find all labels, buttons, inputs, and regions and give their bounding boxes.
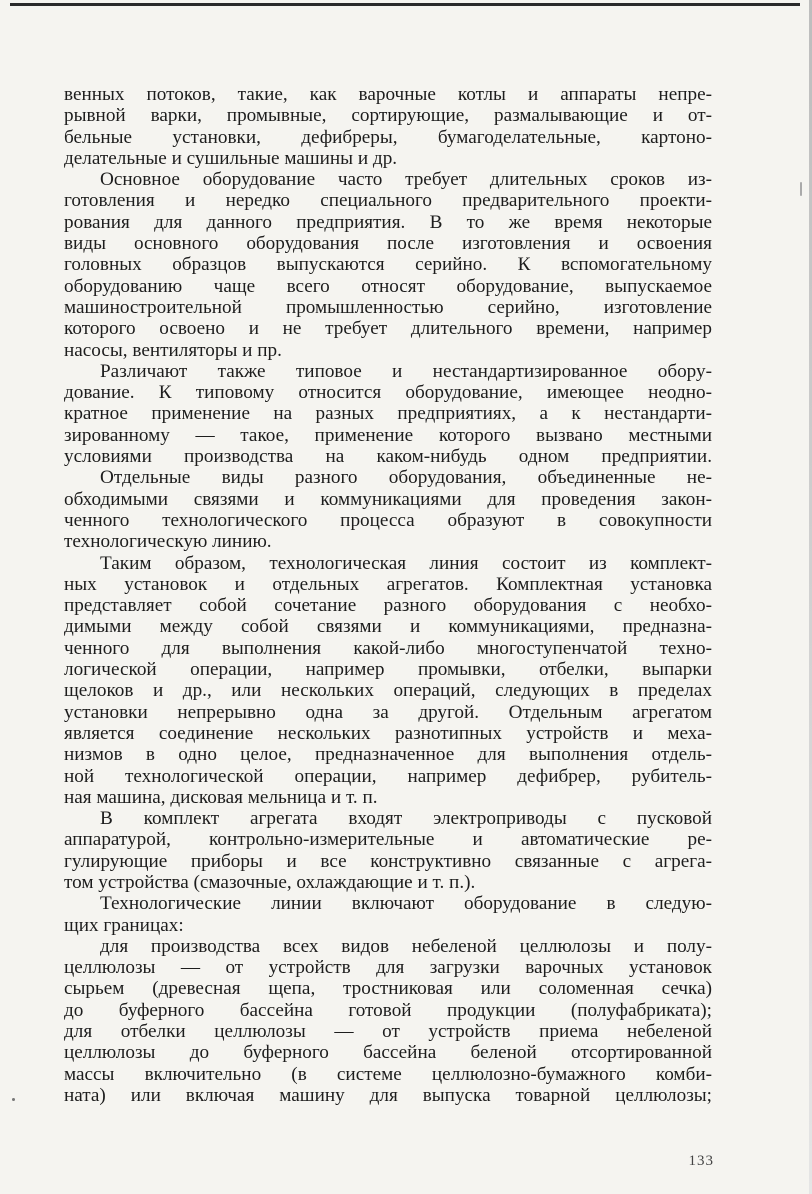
text-line: условиями производства на каком-нибудь одном предприятии. — [64, 446, 712, 468]
scan-speck — [12, 1098, 15, 1101]
text-line: рывной варки, промывные, сортирующие, размалывающие и от- — [64, 105, 712, 127]
text-line: представляет собой сочетание разного оборудования с необхо- — [64, 595, 712, 617]
text-line: ная машина, дисковая мельница и т. п. — [64, 786, 378, 808]
top-scan-rule — [10, 3, 800, 6]
text-line: рования для данного предприятия. В то же время некоторые — [64, 211, 712, 233]
text-line: целлюлозы — от устройств для загрузки варочных установок — [64, 957, 712, 979]
text-line: обходимыми связями и коммуникациями для проведения закон- — [64, 488, 712, 510]
text-line: технологическую линию. — [64, 531, 272, 553]
text-line: Технологические линии включают оборудование в следую- — [100, 893, 712, 915]
text-line: ченного для выполнения какой-либо многоступенчатой техно- — [64, 637, 712, 659]
text-line: Отдельные виды разного оборудования, объединенные не- — [100, 467, 712, 489]
text-line: головных образцов выпускаются серийно. К вспомогательному — [64, 254, 712, 276]
text-line: аппаратурой, контрольно-измерительные и автоматические ре- — [64, 829, 712, 851]
text-line: ченного технологического процесса образуют в совокупности — [64, 509, 712, 531]
text-line: логической операции, например промывки, отбелки, выпарки — [64, 659, 712, 681]
text-line: оборудованию чаще всего относят оборудование, выпускаемое — [64, 275, 712, 297]
text-line: низмов в одно целое, предназначенное для выполнения отдель- — [64, 744, 712, 766]
text-line: целлюлозы до буферного бассейна беленой отсортированной — [64, 1042, 712, 1064]
text-line: до буферного бассейна готовой продукции (полуфабриката); — [64, 999, 712, 1021]
text-line: зированному — такое, применение которого вызвано местными — [64, 424, 712, 446]
text-line: венных потоков, такие, как варочные котлы и аппараты непре- — [64, 84, 712, 105]
text-line: насосы, вентиляторы и пр. — [64, 339, 282, 361]
text-line: том устройства (смазочные, охлаждающие и т. п.). — [64, 871, 476, 893]
text-line: В комплект агрегата входят электроприводы с пусковой — [100, 808, 712, 830]
text-line: массы включительно (в системе целлюлозно-бумажного комби- — [64, 1063, 712, 1085]
text-line: дование. К типовому относится оборудование, имеющее неодно- — [64, 382, 712, 404]
text-line: для отбелки целлюлозы — от устройств приема небеленой — [64, 1021, 712, 1043]
text-line: виды основного оборудования после изготовления и освоения — [64, 233, 712, 255]
text-line: ната) или включая машину для выпуска товарной целлюлозы; — [64, 1084, 712, 1106]
text-line: которого освоено и не требует длительного времени, например — [64, 318, 712, 340]
text-line: для производства всех видов небеленой целлюлозы и полу- — [100, 935, 712, 957]
scan-speck — [800, 182, 802, 196]
text-line: установки непрерывно одна за другой. Отдельным агрегатом — [64, 701, 712, 723]
text-line: гулирующие приборы и все конструктивно связанные с агрега- — [64, 850, 712, 872]
text-line: является соединение нескольких разнотипных устройств и меха- — [64, 722, 712, 744]
text-line: щих границах: — [64, 914, 184, 936]
body-text — [64, 84, 712, 1106]
text-line: Основное оборудование часто требует длительных сроков из- — [100, 169, 712, 191]
text-line: щелоков и др., или нескольких операций, следующих в пределах — [64, 680, 712, 702]
text-line: готовления и нередко специального предварительного проекти- — [64, 190, 712, 212]
text-line: Различают также типовое и нестандартизированное обору- — [100, 360, 712, 382]
text-line: бельные установки, дефибреры, бумагоделательные, картоно- — [64, 126, 712, 148]
text-line: димыми между собой связями и коммуникациями, предназна- — [64, 616, 712, 638]
page-number: 133 — [688, 1153, 714, 1169]
text-line: сырьем (древесная щепа, тростниковая или соломенная сечка) — [64, 978, 712, 1000]
text-line: кратное применение на разных предприятиях, а к нестандарти- — [64, 403, 712, 425]
text-line: машиностроительной промышленностью серийно, изготовление — [64, 296, 712, 318]
text-line: Таким образом, технологическая линия состоит из комплект- — [100, 552, 712, 574]
text-line: делательные и сушильные машины и др. — [64, 147, 398, 169]
text-line: ной технологической операции, например дефибрер, рубитель- — [64, 765, 712, 787]
text-line: ных установок и отдельных агрегатов. Комплектная установка — [64, 573, 712, 595]
